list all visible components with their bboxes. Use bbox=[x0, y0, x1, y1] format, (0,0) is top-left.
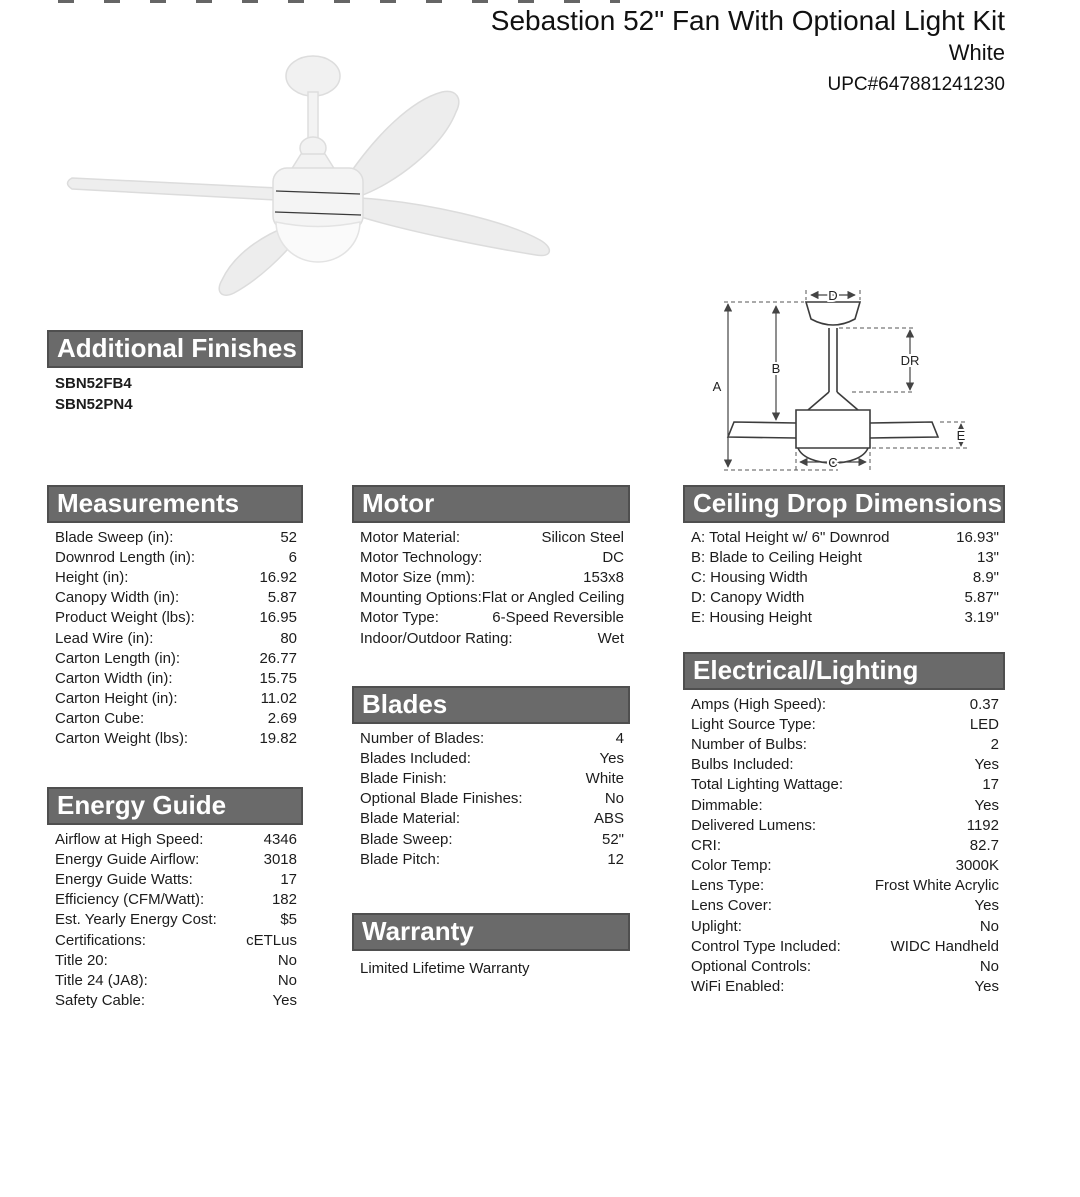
spec-label: Carton Height (in): bbox=[55, 690, 178, 708]
spec-value: 3018 bbox=[263, 850, 297, 868]
section-heading-warranty: Warranty bbox=[352, 913, 630, 951]
spec-label: Lead Wire (in): bbox=[55, 629, 154, 647]
spec-value: Flat or Angled Ceiling bbox=[481, 589, 625, 607]
diagram-measure-lines bbox=[728, 295, 961, 467]
dim-label-c: C bbox=[828, 455, 838, 470]
spec-row bbox=[683, 527, 1005, 547]
spec-value: No bbox=[979, 917, 999, 935]
spec-label: CRI: bbox=[691, 836, 721, 854]
spec-row bbox=[352, 748, 630, 768]
spec-row bbox=[47, 709, 303, 729]
spec-value: 15.75 bbox=[259, 669, 297, 687]
section-energy-guide bbox=[47, 787, 303, 1011]
spec-value: Yes bbox=[599, 749, 624, 767]
section-heading-additional-finishes: Additional Finishes bbox=[47, 330, 303, 368]
spec-value: Frost White Acrylic bbox=[874, 877, 999, 895]
spec-row bbox=[47, 668, 303, 688]
spec-row bbox=[47, 689, 303, 709]
spec-value: Yes bbox=[974, 796, 999, 814]
spec-value: 82.7 bbox=[969, 836, 999, 854]
spec-value: 0.37 bbox=[969, 695, 999, 713]
spec-value: 6 bbox=[288, 548, 297, 566]
spec-label: Title 20: bbox=[55, 951, 108, 969]
product-upc: UPC#647881241230 bbox=[827, 74, 1005, 95]
spec-label: Number of Bulbs: bbox=[691, 735, 807, 753]
spec-value: 12 bbox=[607, 850, 624, 868]
section-motor bbox=[352, 485, 630, 648]
spec-row bbox=[683, 795, 1005, 815]
spec-label: Carton Cube: bbox=[55, 710, 145, 728]
spec-value: Yes bbox=[974, 978, 999, 996]
spec-value: ABS bbox=[593, 810, 624, 828]
spec-label: Control Type Included: bbox=[691, 937, 841, 955]
product-finish: White bbox=[948, 40, 1005, 65]
spec-label: Safety Cable: bbox=[55, 992, 146, 1010]
spec-label: Light Source Type: bbox=[691, 715, 816, 733]
spec-row bbox=[683, 936, 1005, 956]
spec-label: Mounting Options: bbox=[360, 589, 482, 607]
finish-item: SBN52FB4 bbox=[55, 375, 132, 392]
dim-label-b: B bbox=[771, 361, 781, 376]
spec-label: Blade Pitch: bbox=[360, 850, 441, 868]
product-title: Sebastion 52" Fan With Optional Light Kit bbox=[490, 5, 1005, 36]
spec-label: Optional Blade Finishes: bbox=[360, 790, 523, 808]
spec-row bbox=[47, 588, 303, 608]
spec-label: Carton Width (in): bbox=[55, 669, 173, 687]
section-heading-blades: Blades bbox=[352, 686, 630, 724]
measurements-rows bbox=[47, 527, 303, 749]
spec-row bbox=[352, 608, 630, 628]
spec-label: Blade Sweep (in): bbox=[55, 528, 174, 546]
spec-label: Motor Type: bbox=[360, 609, 439, 627]
spec-label: E: Housing Height bbox=[691, 609, 812, 627]
spec-value: 2.69 bbox=[267, 710, 297, 728]
spec-row bbox=[683, 916, 1005, 936]
spec-value: 52 bbox=[280, 528, 297, 546]
electrical-rows bbox=[683, 694, 1005, 997]
spec-value: No bbox=[979, 958, 999, 976]
spec-label: Carton Weight (lbs): bbox=[55, 730, 189, 748]
spec-row bbox=[352, 527, 630, 547]
spec-label: Blades Included: bbox=[360, 749, 471, 767]
spec-value: 153x8 bbox=[583, 568, 624, 586]
spec-label: Height (in): bbox=[55, 568, 129, 586]
spec-value: 80 bbox=[280, 629, 297, 647]
spec-label: Certifications: bbox=[55, 931, 146, 949]
spec-row bbox=[352, 809, 630, 829]
spec-row bbox=[683, 608, 1005, 628]
spec-row bbox=[683, 977, 1005, 997]
spec-label: Est. Yearly Energy Cost: bbox=[55, 911, 217, 929]
spec-row bbox=[683, 588, 1005, 608]
fan-light-lens bbox=[276, 222, 360, 262]
spec-row bbox=[683, 694, 1005, 714]
spec-value: 4346 bbox=[263, 830, 297, 848]
section-heading-energy-guide: Energy Guide bbox=[47, 787, 303, 825]
spec-row bbox=[352, 829, 630, 849]
spec-value: DC bbox=[602, 548, 624, 566]
blades-rows bbox=[352, 728, 630, 869]
spec-row bbox=[352, 588, 630, 608]
spec-row bbox=[47, 930, 303, 950]
spec-value: 3000K bbox=[955, 857, 999, 875]
spec-row bbox=[352, 628, 630, 648]
spec-label: Product Weight (lbs): bbox=[55, 609, 195, 627]
spec-row bbox=[47, 628, 303, 648]
spec-label: Blade Material: bbox=[360, 810, 461, 828]
fan-blade-left bbox=[68, 178, 279, 200]
spec-row bbox=[683, 835, 1005, 855]
section-warranty bbox=[352, 913, 630, 979]
fan-blade-lower-right bbox=[358, 198, 549, 256]
section-measurements bbox=[47, 485, 303, 749]
spec-row bbox=[47, 829, 303, 849]
spec-row bbox=[47, 527, 303, 547]
spec-row bbox=[683, 896, 1005, 916]
spec-label: Number of Blades: bbox=[360, 729, 485, 747]
spec-label: Canopy Width (in): bbox=[55, 589, 180, 607]
spec-label: Blade Finish: bbox=[360, 769, 447, 787]
spec-row bbox=[47, 648, 303, 668]
spec-value: 17 bbox=[982, 776, 999, 794]
spec-label: Dimmable: bbox=[691, 796, 763, 814]
spec-label: Carton Length (in): bbox=[55, 649, 181, 667]
spec-value: LED bbox=[969, 715, 999, 733]
dim-label-dr: DR bbox=[900, 353, 920, 368]
spec-label: Downrod Length (in): bbox=[55, 548, 196, 566]
fan-downrod bbox=[308, 92, 318, 144]
spec-label: Motor Size (mm): bbox=[360, 568, 476, 586]
spec-value: 13" bbox=[976, 548, 999, 566]
spec-value: $5 bbox=[280, 911, 297, 929]
spec-value: No bbox=[604, 790, 624, 808]
spec-label: Title 24 (JA8): bbox=[55, 971, 148, 989]
section-electrical-lighting bbox=[683, 652, 1005, 997]
spec-value: Yes bbox=[272, 992, 297, 1010]
diagram-extension-lines bbox=[724, 290, 968, 470]
energy-guide-rows bbox=[47, 829, 303, 1011]
spec-value: 17 bbox=[280, 870, 297, 888]
spec-value: 2 bbox=[990, 735, 999, 753]
spec-row bbox=[683, 775, 1005, 795]
spec-row bbox=[352, 789, 630, 809]
spec-label: Uplight: bbox=[691, 917, 742, 935]
ceiling-drop-rows bbox=[683, 527, 1005, 628]
spec-row bbox=[47, 547, 303, 567]
spec-label: Optional Controls: bbox=[691, 958, 812, 976]
spec-label: Blade Sweep: bbox=[360, 830, 453, 848]
cropped-logo-fragment bbox=[58, 0, 620, 3]
spec-value: 5.87" bbox=[964, 589, 999, 607]
section-blades bbox=[352, 686, 630, 869]
spec-row bbox=[47, 890, 303, 910]
warranty-text: Limited Lifetime Warranty bbox=[360, 960, 530, 977]
spec-label: D: Canopy Width bbox=[691, 589, 805, 607]
spec-label: Indoor/Outdoor Rating: bbox=[360, 629, 513, 647]
spec-row bbox=[47, 970, 303, 990]
spec-row bbox=[683, 755, 1005, 775]
spec-label: A: Total Height w/ 6" Downrod bbox=[691, 528, 890, 546]
spec-row bbox=[683, 815, 1005, 835]
spec-value: WIDC Handheld bbox=[890, 937, 999, 955]
spec-value: Yes bbox=[974, 897, 999, 915]
spec-row bbox=[47, 849, 303, 869]
spec-row bbox=[47, 567, 303, 587]
finish-item-list bbox=[47, 373, 303, 415]
ceiling-fan-photo bbox=[60, 52, 680, 302]
spec-label: WiFi Enabled: bbox=[691, 978, 785, 996]
spec-row bbox=[47, 991, 303, 1011]
spec-value: 16.95 bbox=[259, 609, 297, 627]
dim-label-d: D bbox=[828, 288, 838, 303]
spec-value: White bbox=[585, 769, 624, 787]
finish-item: SBN52PN4 bbox=[55, 396, 133, 413]
spec-row bbox=[352, 567, 630, 587]
spec-row bbox=[683, 856, 1005, 876]
spec-label: Bulbs Included: bbox=[691, 756, 794, 774]
spec-label: B: Blade to Ceiling Height bbox=[691, 548, 862, 566]
section-heading-measurements: Measurements bbox=[47, 485, 303, 523]
spec-value: 3.19" bbox=[964, 609, 999, 627]
spec-value: 6-Speed Reversible bbox=[492, 609, 624, 627]
spec-label: Lens Cover: bbox=[691, 897, 772, 915]
spec-value: No bbox=[277, 971, 297, 989]
section-ceiling-drop-dimensions bbox=[683, 485, 1005, 628]
spec-value: 26.77 bbox=[259, 649, 297, 667]
motor-rows bbox=[352, 527, 630, 648]
spec-value: Silicon Steel bbox=[541, 528, 624, 546]
spec-value: Yes bbox=[974, 756, 999, 774]
section-heading-motor: Motor bbox=[352, 485, 630, 523]
spec-value: No bbox=[277, 951, 297, 969]
spec-row bbox=[352, 728, 630, 748]
spec-value: 52" bbox=[601, 830, 624, 848]
spec-label: Lens Type: bbox=[691, 877, 765, 895]
spec-row bbox=[47, 869, 303, 889]
spec-row bbox=[47, 729, 303, 749]
spec-row bbox=[683, 734, 1005, 754]
spec-label: Total Lighting Wattage: bbox=[691, 776, 844, 794]
spec-value: 182 bbox=[271, 891, 297, 909]
spec-value: Wet bbox=[597, 629, 624, 647]
spec-label: Efficiency (CFM/Watt): bbox=[55, 891, 205, 909]
spec-value: 1192 bbox=[966, 816, 999, 834]
spec-row bbox=[47, 950, 303, 970]
spec-value: 8.9" bbox=[972, 568, 999, 586]
spec-value: 19.82 bbox=[259, 730, 297, 748]
spec-value: 16.92 bbox=[259, 568, 297, 586]
spec-label: Delivered Lumens: bbox=[691, 816, 817, 834]
section-additional-finishes bbox=[47, 330, 303, 415]
spec-value: 5.87 bbox=[267, 589, 297, 607]
spec-label: Motor Technology: bbox=[360, 548, 483, 566]
spec-row bbox=[47, 910, 303, 930]
spec-label: Energy Guide Watts: bbox=[55, 870, 193, 888]
spec-row bbox=[683, 956, 1005, 976]
fan-canopy bbox=[286, 56, 340, 96]
spec-row bbox=[352, 849, 630, 869]
spec-value: cETLus bbox=[246, 931, 297, 949]
spec-label: Color Temp: bbox=[691, 857, 772, 875]
spec-row bbox=[683, 714, 1005, 734]
spec-row bbox=[352, 547, 630, 567]
section-heading-electrical-lighting: Electrical/Lighting bbox=[683, 652, 1005, 690]
dim-label-a: A bbox=[712, 379, 722, 394]
spec-row bbox=[683, 567, 1005, 587]
spec-label: Airflow at High Speed: bbox=[55, 830, 204, 848]
spec-row bbox=[683, 547, 1005, 567]
spec-row bbox=[683, 876, 1005, 896]
spec-value: 11.02 bbox=[260, 690, 297, 708]
spec-label: C: Housing Width bbox=[691, 568, 808, 586]
spec-label: Amps (High Speed): bbox=[691, 695, 827, 713]
dim-label-e: E bbox=[956, 428, 966, 443]
spec-row bbox=[47, 608, 303, 628]
fan-motor-housing bbox=[273, 168, 363, 230]
spec-label: Motor Material: bbox=[360, 528, 461, 546]
spec-row bbox=[352, 768, 630, 788]
section-heading-ceiling-drop: Ceiling Drop Dimensions bbox=[683, 485, 1005, 523]
dimension-diagram bbox=[698, 286, 998, 476]
spec-value: 16.93" bbox=[956, 528, 999, 546]
spec-value: 4 bbox=[615, 729, 624, 747]
spec-label: Energy Guide Airflow: bbox=[55, 850, 200, 868]
diagram-fan-outline bbox=[728, 302, 938, 463]
